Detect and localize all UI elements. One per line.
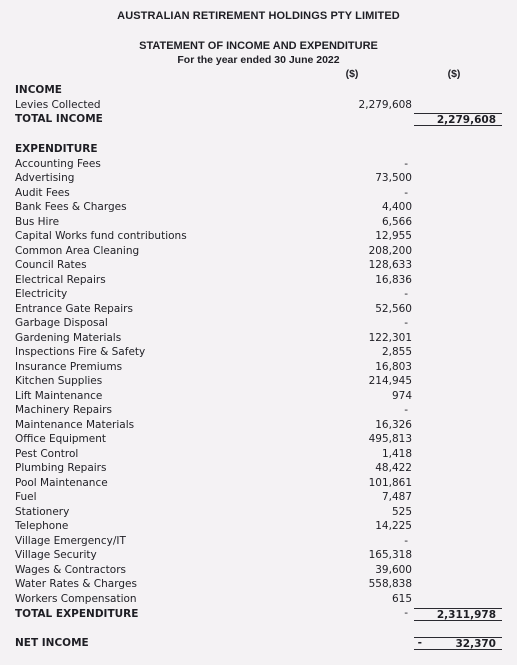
expenditure-item-label: Common Area Cleaning <box>15 244 140 257</box>
expenditure-item-label: Fuel <box>15 491 37 503</box>
expenditure-item-value: 16,326 <box>375 418 412 431</box>
expenditure-item-label: Council Rates <box>15 259 87 271</box>
expenditure-item-label: Machinery Repairs <box>15 404 112 416</box>
expenditure-item-value: 48,422 <box>375 462 412 474</box>
expenditure-item-value: 525 <box>391 505 412 518</box>
expenditure-rows <box>15 157 505 607</box>
expenditure-item-label: Water Rates & Charges <box>15 578 137 590</box>
expenditure-row <box>15 519 505 534</box>
expenditure-item-value: 4,400 <box>381 201 412 213</box>
expenditure-item-value: 14,225 <box>375 520 412 532</box>
expenditure-item-label: Pool Maintenance <box>15 476 108 489</box>
expenditure-item-label: Workers Compensation <box>15 592 137 605</box>
expenditure-row <box>15 577 505 592</box>
expenditure-item-value: 73,500 <box>375 172 412 184</box>
expenditure-item-label: Office Equipment <box>15 433 106 445</box>
expenditure-item-label: Wages & Contractors <box>15 563 126 576</box>
expenditure-row <box>15 331 505 346</box>
net-income-label: NET INCOME <box>15 637 89 649</box>
expenditure-item-label: Village Emergency/IT <box>15 534 126 547</box>
expenditure-section <box>15 142 505 621</box>
expenditure-item-label: Gardening Materials <box>15 331 122 344</box>
expenditure-item-value: - <box>404 157 408 170</box>
expenditure-row <box>15 447 505 462</box>
expenditure-item-value: 495,813 <box>368 433 412 445</box>
expenditure-item-value: 7,487 <box>381 491 412 503</box>
expenditure-item-label: Plumbing Repairs <box>15 462 107 474</box>
expenditure-item-label: Inspections Fire & Safety <box>15 346 146 358</box>
expenditure-item-value: - <box>404 288 408 300</box>
expenditure-item-label: Electrical Repairs <box>15 273 106 286</box>
expenditure-row <box>15 534 505 549</box>
total-expenditure-value: 2,311,978 <box>414 608 502 621</box>
income-item-value: 2,279,608 <box>358 98 412 111</box>
expenditure-row <box>15 186 505 201</box>
expenditure-item-value: - <box>404 317 408 329</box>
expenditure-item-value: 165,318 <box>368 549 412 561</box>
expenditure-item-value: 974 <box>391 389 412 402</box>
expenditure-row <box>15 273 505 288</box>
expenditure-item-label: Garbage Disposal <box>15 317 108 329</box>
expenditure-row <box>15 345 505 360</box>
expenditure-item-label: Lift Maintenance <box>15 389 103 402</box>
expenditure-item-value: 558,838 <box>368 578 412 590</box>
expenditure-row <box>15 548 505 563</box>
expenditure-item-value: 128,633 <box>368 259 412 271</box>
expenditure-row <box>15 461 505 476</box>
expenditure-row <box>15 374 505 389</box>
expenditure-row <box>15 229 505 244</box>
expenditure-row <box>15 287 505 302</box>
expenditure-row <box>15 389 505 404</box>
expenditure-item-value: 12,955 <box>375 230 412 242</box>
trailing-dash-value: - <box>404 607 408 619</box>
income-row <box>15 98 505 113</box>
expenditure-item-label: Capital Works fund contributions <box>15 230 187 242</box>
expenditure-row <box>15 215 505 230</box>
expenditure-item-label: Bus Hire <box>15 215 60 228</box>
expenditure-heading-row <box>15 142 505 157</box>
expenditure-row <box>15 563 505 578</box>
expenditure-row <box>15 258 505 273</box>
expenditure-row <box>15 505 505 520</box>
expenditure-item-value: 122,301 <box>368 331 412 344</box>
expenditure-row <box>15 432 505 447</box>
expenditure-item-label: Accounting Fees <box>15 157 101 170</box>
expenditure-item-value: - <box>404 404 408 416</box>
income-heading: INCOME <box>15 84 62 96</box>
expenditure-row <box>15 302 505 317</box>
expenditure-item-label: Pest Control <box>15 447 79 460</box>
expenditure-item-value: 208,200 <box>368 244 412 257</box>
income-heading-row <box>15 83 505 98</box>
expenditure-row <box>15 476 505 491</box>
expenditure-row <box>15 403 505 418</box>
column-2-heading: ($) <box>447 68 461 80</box>
expenditure-item-label: Bank Fees & Charges <box>15 201 127 213</box>
statement-title: STATEMENT OF INCOME AND EXPENDITURE <box>139 40 378 52</box>
expenditure-item-value: 101,861 <box>368 476 412 489</box>
expenditure-row <box>15 316 505 331</box>
expenditure-item-value: 214,945 <box>368 375 412 387</box>
income-item-label: Levies Collected <box>15 98 101 111</box>
statement-period: For the year ended 30 June 2022 <box>177 54 340 66</box>
expenditure-row <box>15 360 505 375</box>
expenditure-item-label: Village Security <box>15 549 97 561</box>
expenditure-row <box>15 157 505 172</box>
total-income-value: 2,279,608 <box>414 113 502 126</box>
expenditure-item-value: 6,566 <box>381 215 412 228</box>
expenditure-item-label: Audit Fees <box>15 186 70 199</box>
company-name: AUSTRALIAN RETIREMENT HOLDINGS PTY LIMITED <box>117 10 400 22</box>
expenditure-item-value: 39,600 <box>375 563 412 576</box>
net-income-value: 32,370 <box>414 637 502 650</box>
column-1-heading: ($) <box>345 68 359 80</box>
expenditure-item-value: 615 <box>391 592 412 605</box>
expenditure-item-value: - <box>404 534 408 547</box>
expenditure-item-value: - <box>404 186 408 199</box>
expenditure-row <box>15 490 505 505</box>
expenditure-item-value: 1,418 <box>381 447 412 460</box>
expenditure-item-value: 2,855 <box>381 346 412 358</box>
expenditure-item-label: Kitchen Supplies <box>15 375 103 387</box>
expenditure-item-label: Insurance Premiums <box>15 360 123 373</box>
expenditure-row <box>15 418 505 433</box>
expenditure-row <box>15 171 505 186</box>
expenditure-item-label: Stationery <box>15 505 70 518</box>
expenditure-row <box>15 592 505 607</box>
expenditure-heading: EXPENDITURE <box>15 143 98 155</box>
total-expenditure-label: TOTAL EXPENDITURE <box>15 608 139 620</box>
expenditure-row <box>15 200 505 215</box>
expenditure-item-label: Maintenance Materials <box>15 418 135 431</box>
expenditure-item-label: Electricity <box>15 288 68 300</box>
net-income-sign: - <box>417 637 422 649</box>
expenditure-item-label: Entrance Gate Repairs <box>15 302 133 315</box>
expenditure-item-value: 16,836 <box>375 273 412 286</box>
expenditure-row <box>15 244 505 259</box>
expenditure-item-value: 16,803 <box>375 360 412 373</box>
total-income-label: TOTAL INCOME <box>15 113 103 125</box>
expenditure-item-value: 52,560 <box>375 302 412 315</box>
expenditure-item-label: Telephone <box>15 520 69 532</box>
expenditure-item-label: Advertising <box>15 172 75 184</box>
